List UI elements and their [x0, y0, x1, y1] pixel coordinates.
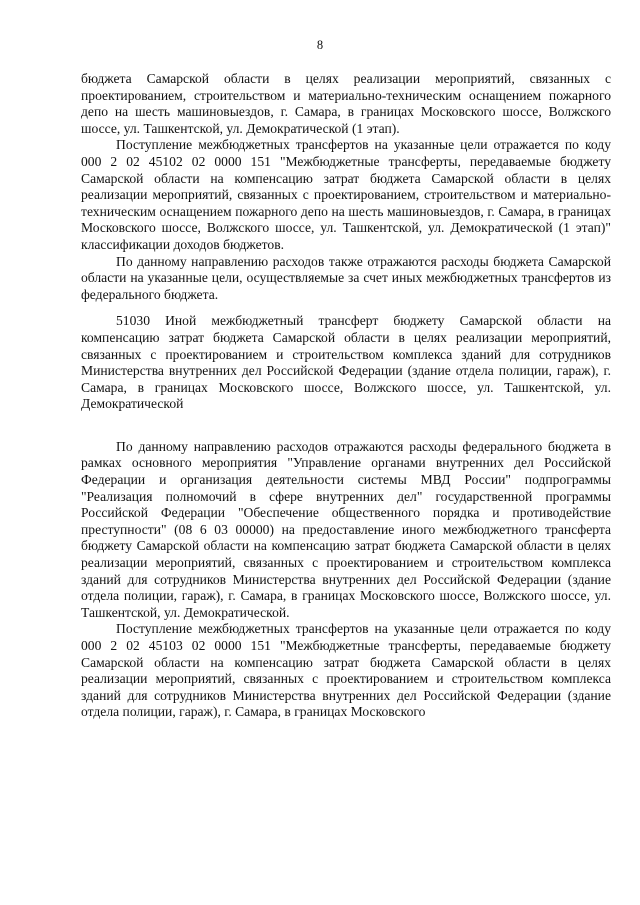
- paragraph-income-code-45103: Поступление межбюджетных трансфертов на указанные цели отражается по коду 000 2 02 45103 02 0000 151 "Межбюджетные трансферты, передаваемые бюджету Самарской области на компенсацию затрат бюджета Самарской области в целях реализации мероприятий, связанных с проектированием и строительством комплекса зданий для сотрудников Министерства внутренних дел Российской Федерации (здание отдела полиции, гараж), г. Самара, в границах Московского: [81, 621, 611, 720]
- paragraph-expense-note: По данному направлению расходов также отражаются расходы бюджета Самарской области на указанные цели, осуществляемые за счет иных межбюджетных трансфертов из федерального бюджета.: [81, 253, 611, 302]
- paragraph-item-51030: 51030 Иной межбюджетный трансферт бюджету Самарской области на компенсацию затрат бюджета Самарской области в целях реализации мероприятий, связанных с проектированием и строительством комплекса зданий для сотрудников Министерства внутренних дел Российской Федерации (здание отдела полиции, гараж), г. Самара, в границах Московского шоссе, Волжского шоссе, ул. Ташкентской, ул. Демократической: [81, 313, 611, 412]
- page-number: 8: [316, 38, 324, 52]
- paragraph-continuation: бюджета Самарской области в целях реализации мероприятий, связанных с проектированием, строительством и материально-техническим оснащением пожарного депо на шесть машиновыездов, г. Самара, в границах Московского шоссе, Волжского шоссе, ул. Ташкентской, ул. Демократической (1 этап).: [81, 71, 611, 136]
- spacer: [81, 413, 611, 439]
- spacer: [81, 303, 611, 313]
- paragraph-federal-expenses: По данному направлению расходов отражаются расходы федерального бюджета в рамках основного мероприятия "Управление органами внутренних дел Российской Федерации и организация деятельности системы МВД России" подпрограммы "Реализация полномочий в сфере внутренних дел" государственной программы Российской Федерации "Обеспечение общественного порядка и противодействие преступности" (08 6 03 00000) на предоставление иного межбюджетного трансферта бюджету Самарской области на компенсацию затрат бюджета Самарской области в целях реализации мероприятий, связанных с проектированием и строительством комплекса зданий для сотрудников Министерства внутренних дел Российской Федерации (здание отдела полиции, гараж), г. Самара, в границах Московского шоссе, Волжского шоссе, ул. Ташкентской, ул. Демократической.: [81, 438, 611, 620]
- paragraph-income-code-45102: Поступление межбюджетных трансфертов на указанные цели отражается по коду 000 2 02 45102 02 0000 151 "Межбюджетные трансферты, передаваемые бюджету Самарской области на компенсацию затрат бюджета Самарской области в целях реализации мероприятий, связанных с проектированием, строительством и материально-техническим оснащением пожарного депо на шесть машиновыездов, г. Самара, в границах Московского шоссе, Волжского шоссе, ул. Ташкентской, ул. Демократической (1 этап)" классификации доходов бюджетов.: [81, 137, 611, 252]
- document-body: [81, 71, 611, 721]
